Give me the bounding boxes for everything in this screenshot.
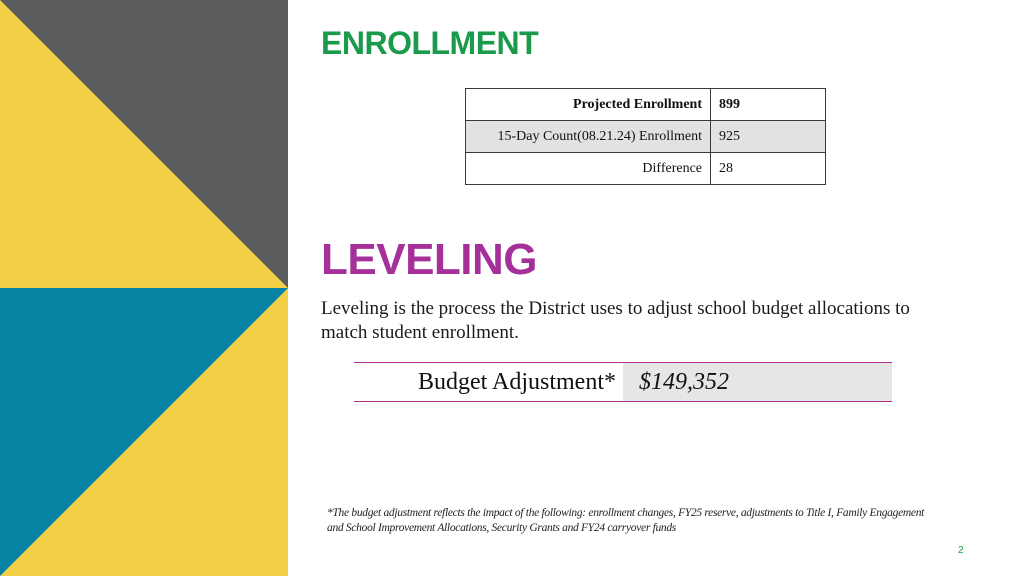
- table-row: [466, 89, 826, 121]
- budget-adjustment-value: $149,352: [623, 363, 892, 401]
- footnote: *The budget adjustment reflects the impact of the following: enrollment changes, FY25 reserve, adjustments to Title I, Family Engagement and School Improvement Allocations, Security Grants and FY24 carryover funds: [327, 507, 925, 534]
- enrollment-heading: ENROLLMENT: [321, 25, 539, 61]
- day-count-enrollment-label: 15-Day Count(08.21.24) Enrollment: [466, 121, 711, 153]
- leveling-description: Leveling is the process the District uses to adjust school budget allocations to match student enrollment.: [321, 298, 910, 343]
- enrollment-table: [465, 88, 826, 185]
- difference-value: 28: [711, 153, 826, 185]
- projected-enrollment-value: 899: [711, 89, 826, 121]
- leveling-heading: LEVELING: [321, 235, 538, 284]
- table-row: [466, 121, 826, 153]
- budget-adjustment-label: Budget Adjustment*: [418, 369, 616, 395]
- decorative-geometric-panel: [0, 0, 288, 576]
- day-count-enrollment-value: 925: [711, 121, 826, 153]
- difference-label: Difference: [466, 153, 711, 185]
- page-number: 2: [958, 545, 964, 556]
- projected-enrollment-label: Projected Enrollment: [466, 89, 711, 121]
- budget-adjustment-bar: [354, 362, 892, 402]
- table-row: [466, 153, 826, 185]
